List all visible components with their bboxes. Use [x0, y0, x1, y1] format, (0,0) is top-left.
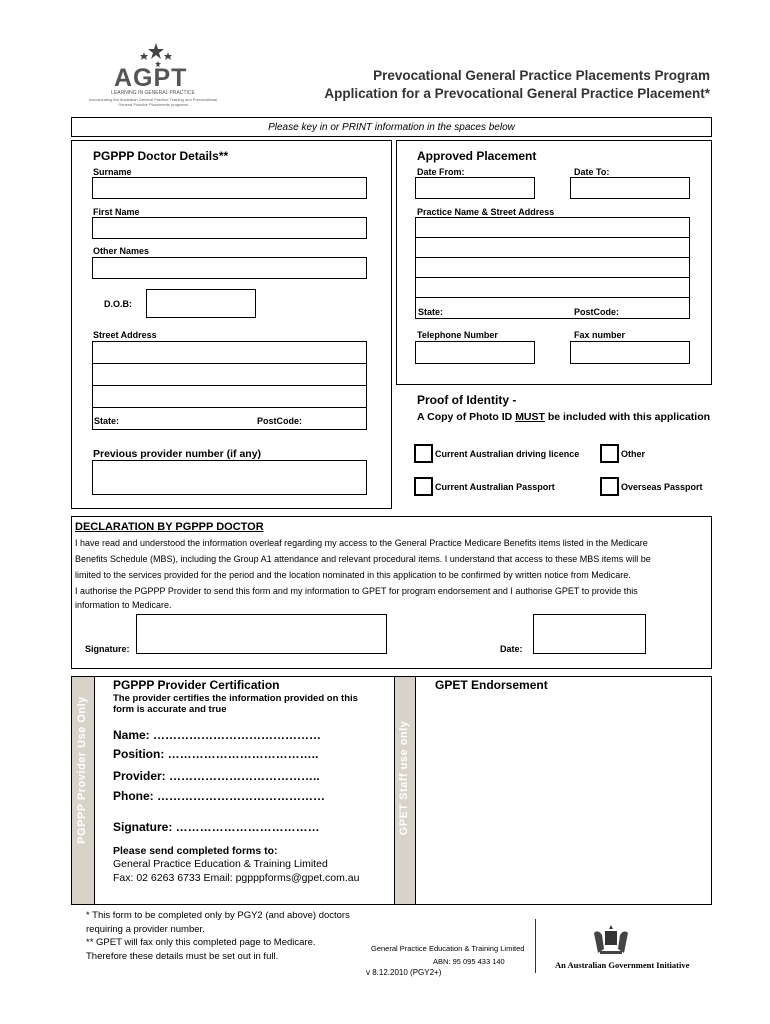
- provider-certification-heading: PGPPP Provider Certification: [113, 678, 280, 692]
- page-title: Prevocational General Practice Placements Program: [373, 68, 710, 83]
- proof-of-identity-heading: Proof of Identity -: [417, 393, 517, 407]
- practice-postcode-label: PostCode:: [574, 307, 619, 317]
- provider-name-field[interactable]: Name: ……………………………………: [113, 728, 322, 742]
- dob-label: D.O.B:: [104, 299, 132, 309]
- declaration-line-5: information to Medicare.: [75, 600, 172, 610]
- date-from-input[interactable]: [415, 177, 535, 199]
- footer-note-4: Therefore these details must be set out in full.: [86, 951, 279, 962]
- footer-abn: ABN: 95 095 433 140: [433, 957, 505, 966]
- gpet-endorsement-heading: GPET Endorsement: [435, 678, 548, 692]
- surname-label: Surname: [93, 167, 132, 177]
- approved-placement-heading: Approved Placement: [417, 149, 537, 163]
- instruction-text: Please key in or PRINT information in the spaces below: [268, 122, 515, 133]
- declaration-line-2: Benefits Schedule (MBS), including the Group A1 attendance and relevant procedural items. I understand that access to these MBS items will be: [75, 554, 651, 564]
- signature-label: Signature:: [85, 644, 130, 654]
- fax-input[interactable]: [570, 341, 690, 364]
- date-input[interactable]: [533, 614, 646, 654]
- footer-note-3: ** GPET will fax only this completed page to Medicare.: [86, 937, 316, 948]
- logo-text: AGPT: [114, 64, 188, 92]
- street-address-label: Street Address: [93, 330, 157, 340]
- street-address-line-2[interactable]: [92, 363, 367, 386]
- declaration-line-4: I authorise the PGPPP Provider to send this form and my information to GPET for program endorsement and I authorise GPET to provide this: [75, 586, 638, 596]
- logo-subtitle: LEARNING IN GENERAL PRACTICE: [111, 90, 195, 96]
- date-from-label: Date From:: [417, 167, 465, 177]
- telephone-label: Telephone Number: [417, 330, 498, 340]
- provider-provider-field[interactable]: Provider: ………………………………..: [113, 769, 320, 783]
- state-postcode-row[interactable]: [92, 407, 367, 430]
- overseas-passport-checkbox[interactable]: [600, 477, 619, 496]
- send-forms-contact: Fax: 02 6263 6733 Email: pgpppforms@gpet.com.au: [113, 872, 360, 884]
- gpet-endorsement-section: [415, 676, 712, 905]
- practice-name-label: Practice Name & Street Address: [417, 207, 555, 217]
- dob-input[interactable]: [146, 289, 256, 318]
- photo-id-note: [417, 411, 710, 423]
- practice-address-line-4[interactable]: [415, 277, 690, 298]
- date-to-input[interactable]: [570, 177, 690, 199]
- provider-certifies-line-2: form is accurate and true: [113, 704, 227, 715]
- previous-provider-label: Previous provider number (if any): [93, 448, 262, 460]
- gov-initiative-text: An Australian Government Initiative: [555, 960, 690, 970]
- footer-divider: [535, 919, 536, 973]
- doctor-details-heading: PGPPP Doctor Details**: [93, 149, 229, 163]
- agpt-logo: [88, 40, 218, 120]
- other-names-label: Other Names: [93, 246, 150, 256]
- practice-address-line-2[interactable]: [415, 237, 690, 258]
- footer-note-1: * This form to be completed only by PGY2 (and above) doctors: [86, 910, 350, 921]
- instruction-box: [71, 117, 712, 137]
- state-label: State:: [94, 416, 120, 426]
- street-address-line-3[interactable]: [92, 385, 367, 408]
- provider-certifies-line-1: The provider certifies the information provided on this: [113, 693, 358, 704]
- australian-passport-checkbox[interactable]: [414, 477, 433, 496]
- date-to-label: Date To:: [574, 167, 610, 177]
- footer-version: v 8.12.2010 (PGY2+): [366, 968, 442, 977]
- other-id-checkbox[interactable]: [600, 444, 619, 463]
- provider-position-field[interactable]: Position: ………………………………..: [113, 747, 319, 761]
- date-label: Date:: [500, 644, 523, 654]
- page-subtitle: Application for a Prevocational General Practice Placement*: [324, 86, 710, 101]
- provider-signature-field[interactable]: Signature: ………………………………: [113, 820, 320, 834]
- fax-label: Fax number: [574, 330, 626, 340]
- first-name-label: First Name: [93, 207, 140, 217]
- driving-licence-checkbox[interactable]: [414, 444, 433, 463]
- australian-passport-label: Current Australian Passport: [435, 482, 555, 492]
- practice-address-line-3[interactable]: [415, 257, 690, 278]
- practice-address-line-1[interactable]: [415, 217, 690, 238]
- driving-licence-label: Current Australian driving licence: [435, 449, 580, 459]
- telephone-input[interactable]: [415, 341, 535, 364]
- photo-id-note-post: be included with this application: [544, 411, 711, 423]
- logo-fine-print: Incorporating the Australian General Practice Training and Prevocational General Practice Placements programs: [88, 97, 218, 107]
- street-address-line-1[interactable]: [92, 341, 367, 364]
- overseas-passport-label: Overseas Passport: [621, 482, 703, 492]
- coat-of-arms-icon: [590, 925, 632, 957]
- other-id-label: Other: [621, 449, 646, 459]
- declaration-line-1: I have read and understood the information overleaf regarding my access to the General Practice Medicare Benefits items listed in the Medicare: [75, 538, 648, 548]
- gpet-staff-label: GPET Staff use only: [398, 720, 410, 836]
- declaration-heading: DECLARATION BY PGPPP DOCTOR: [75, 521, 264, 533]
- previous-provider-input[interactable]: [92, 460, 367, 495]
- postcode-label: PostCode:: [257, 416, 302, 426]
- practice-state-postcode-row[interactable]: [415, 297, 690, 319]
- photo-id-note-must: MUST: [515, 411, 545, 423]
- send-forms-org: General Practice Education & Training Limited: [113, 858, 328, 870]
- signature-input[interactable]: [136, 614, 387, 654]
- photo-id-note-pre: A Copy of Photo ID: [417, 411, 516, 423]
- send-forms-heading: Please send completed forms to:: [113, 845, 278, 857]
- other-names-input[interactable]: [92, 257, 367, 279]
- first-name-input[interactable]: [92, 217, 367, 239]
- provider-use-label: PGPPP Provider Use Only: [76, 696, 88, 844]
- footer-org: General Practice Education & Training Limited: [371, 944, 525, 953]
- declaration-line-3: limited to the services provided for the period and the location nominated in this application to be confirmed by written notice from Medicare.: [75, 570, 631, 580]
- provider-phone-field[interactable]: Phone: ……………………………………: [113, 789, 325, 803]
- footer-note-2: requiring a provider number.: [86, 924, 205, 935]
- practice-state-label: State:: [418, 307, 444, 317]
- surname-input[interactable]: [92, 177, 367, 199]
